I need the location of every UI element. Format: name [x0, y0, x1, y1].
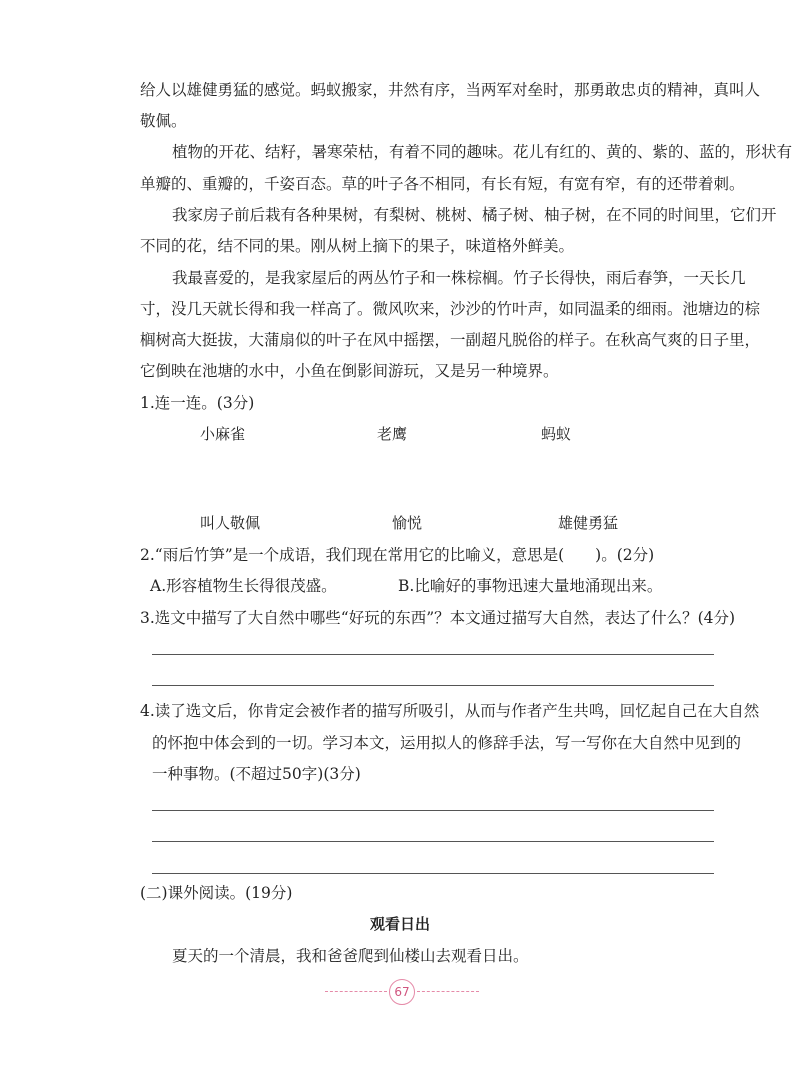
answer-line[interactable] — [152, 810, 714, 811]
passage-line: 我最喜爱的，是我家屋后的两丛竹子和一株棕榈。竹子长得快，雨后春笋，一天长几 — [172, 269, 746, 287]
passage-line: 植物的开花、结籽，暑寒荣枯，有着不同的趣味。花儿有红的、黄的、紫的、蓝的，形状有 — [172, 143, 793, 161]
passage-line: 榈树高大挺拔，大蒲扇似的叶子在风中摇摆，一副超凡脱俗的样子。在秋高气爽的日子里， — [140, 331, 761, 349]
answer-line[interactable] — [152, 873, 714, 874]
answer-line[interactable] — [152, 654, 714, 655]
question-2-option-a[interactable]: A.形容植物生长得很茂盛。 — [150, 577, 337, 595]
footer-rule-left — [325, 991, 387, 992]
answer-line[interactable] — [152, 685, 714, 686]
passage-line: 寸，没几天就长得和我一样高了。微风吹来，沙沙的竹叶声，如同温柔的细雨。池塘边的棕 — [140, 300, 761, 318]
footer-rule-right — [417, 991, 479, 992]
match-bottom-item[interactable]: 雄健勇猛 — [558, 514, 619, 532]
match-top-item[interactable]: 蚂蚁 — [541, 425, 572, 443]
question-4-prompt: 4.读了选文后，你肯定会被作者的描写所吸引，从而与作者产生共鸣，回忆起自己在大自然 — [140, 702, 760, 720]
passage-line: 不同的花，结不同的果。刚从树上摘下的果子，味道格外鲜美。 — [140, 237, 575, 255]
match-top-item[interactable]: 小麻雀 — [200, 425, 246, 443]
question-2-prompt: 2.“雨后竹笋”是一个成语，我们现在常用它的比喻义，意思是( )。(2分) — [140, 546, 655, 564]
question-1-prompt: 1.连一连。(3分) — [140, 394, 255, 412]
question-2-option-b[interactable]: B.比喻好的事物迅速大量地涌现出来。 — [398, 577, 663, 595]
article-first-line: 夏天的一个清晨，我和爸爸爬到仙楼山去观看日出。 — [172, 947, 529, 965]
match-top-item[interactable]: 老鹰 — [377, 425, 408, 443]
passage-line: 我家房子前后栽有各种果树，有梨树、桃树、橘子树、柚子树，在不同的时间里，它们开 — [172, 206, 777, 224]
page-number: 67 — [389, 979, 415, 1005]
question-3-prompt: 3.选文中描写了大自然中哪些“好玩的东西”？本文通过描写大自然，表达了什么？(4分) — [140, 609, 736, 627]
article-title: 观看日出 — [369, 915, 430, 933]
section-heading: (二)课外阅读。(19分) — [140, 884, 293, 902]
question-4-prompt: 的怀抱中体会到的一切。学习本文，运用拟人的修辞手法，写一写你在大自然中见到的 — [152, 734, 742, 752]
passage-line: 它倒映在池塘的水中，小鱼在倒影间游玩，又是另一种境界。 — [140, 362, 559, 380]
match-bottom-item[interactable]: 愉悦 — [392, 514, 423, 532]
passage-line: 敬佩。 — [140, 112, 187, 130]
match-bottom-item[interactable]: 叫人敬佩 — [200, 514, 261, 532]
answer-line[interactable] — [152, 841, 714, 842]
passage-line: 单瓣的、重瓣的，千姿百态。草的叶子各不相同，有长有短，有宽有窄，有的还带着刺。 — [140, 175, 745, 193]
passage-line: 给人以雄健勇猛的感觉。蚂蚁搬家，井然有序，当两军对垒时，那勇敢忠贞的精神，真叫人 — [140, 81, 761, 99]
question-4-prompt: 一种事物。(不超过50字)(3分) — [152, 765, 361, 783]
